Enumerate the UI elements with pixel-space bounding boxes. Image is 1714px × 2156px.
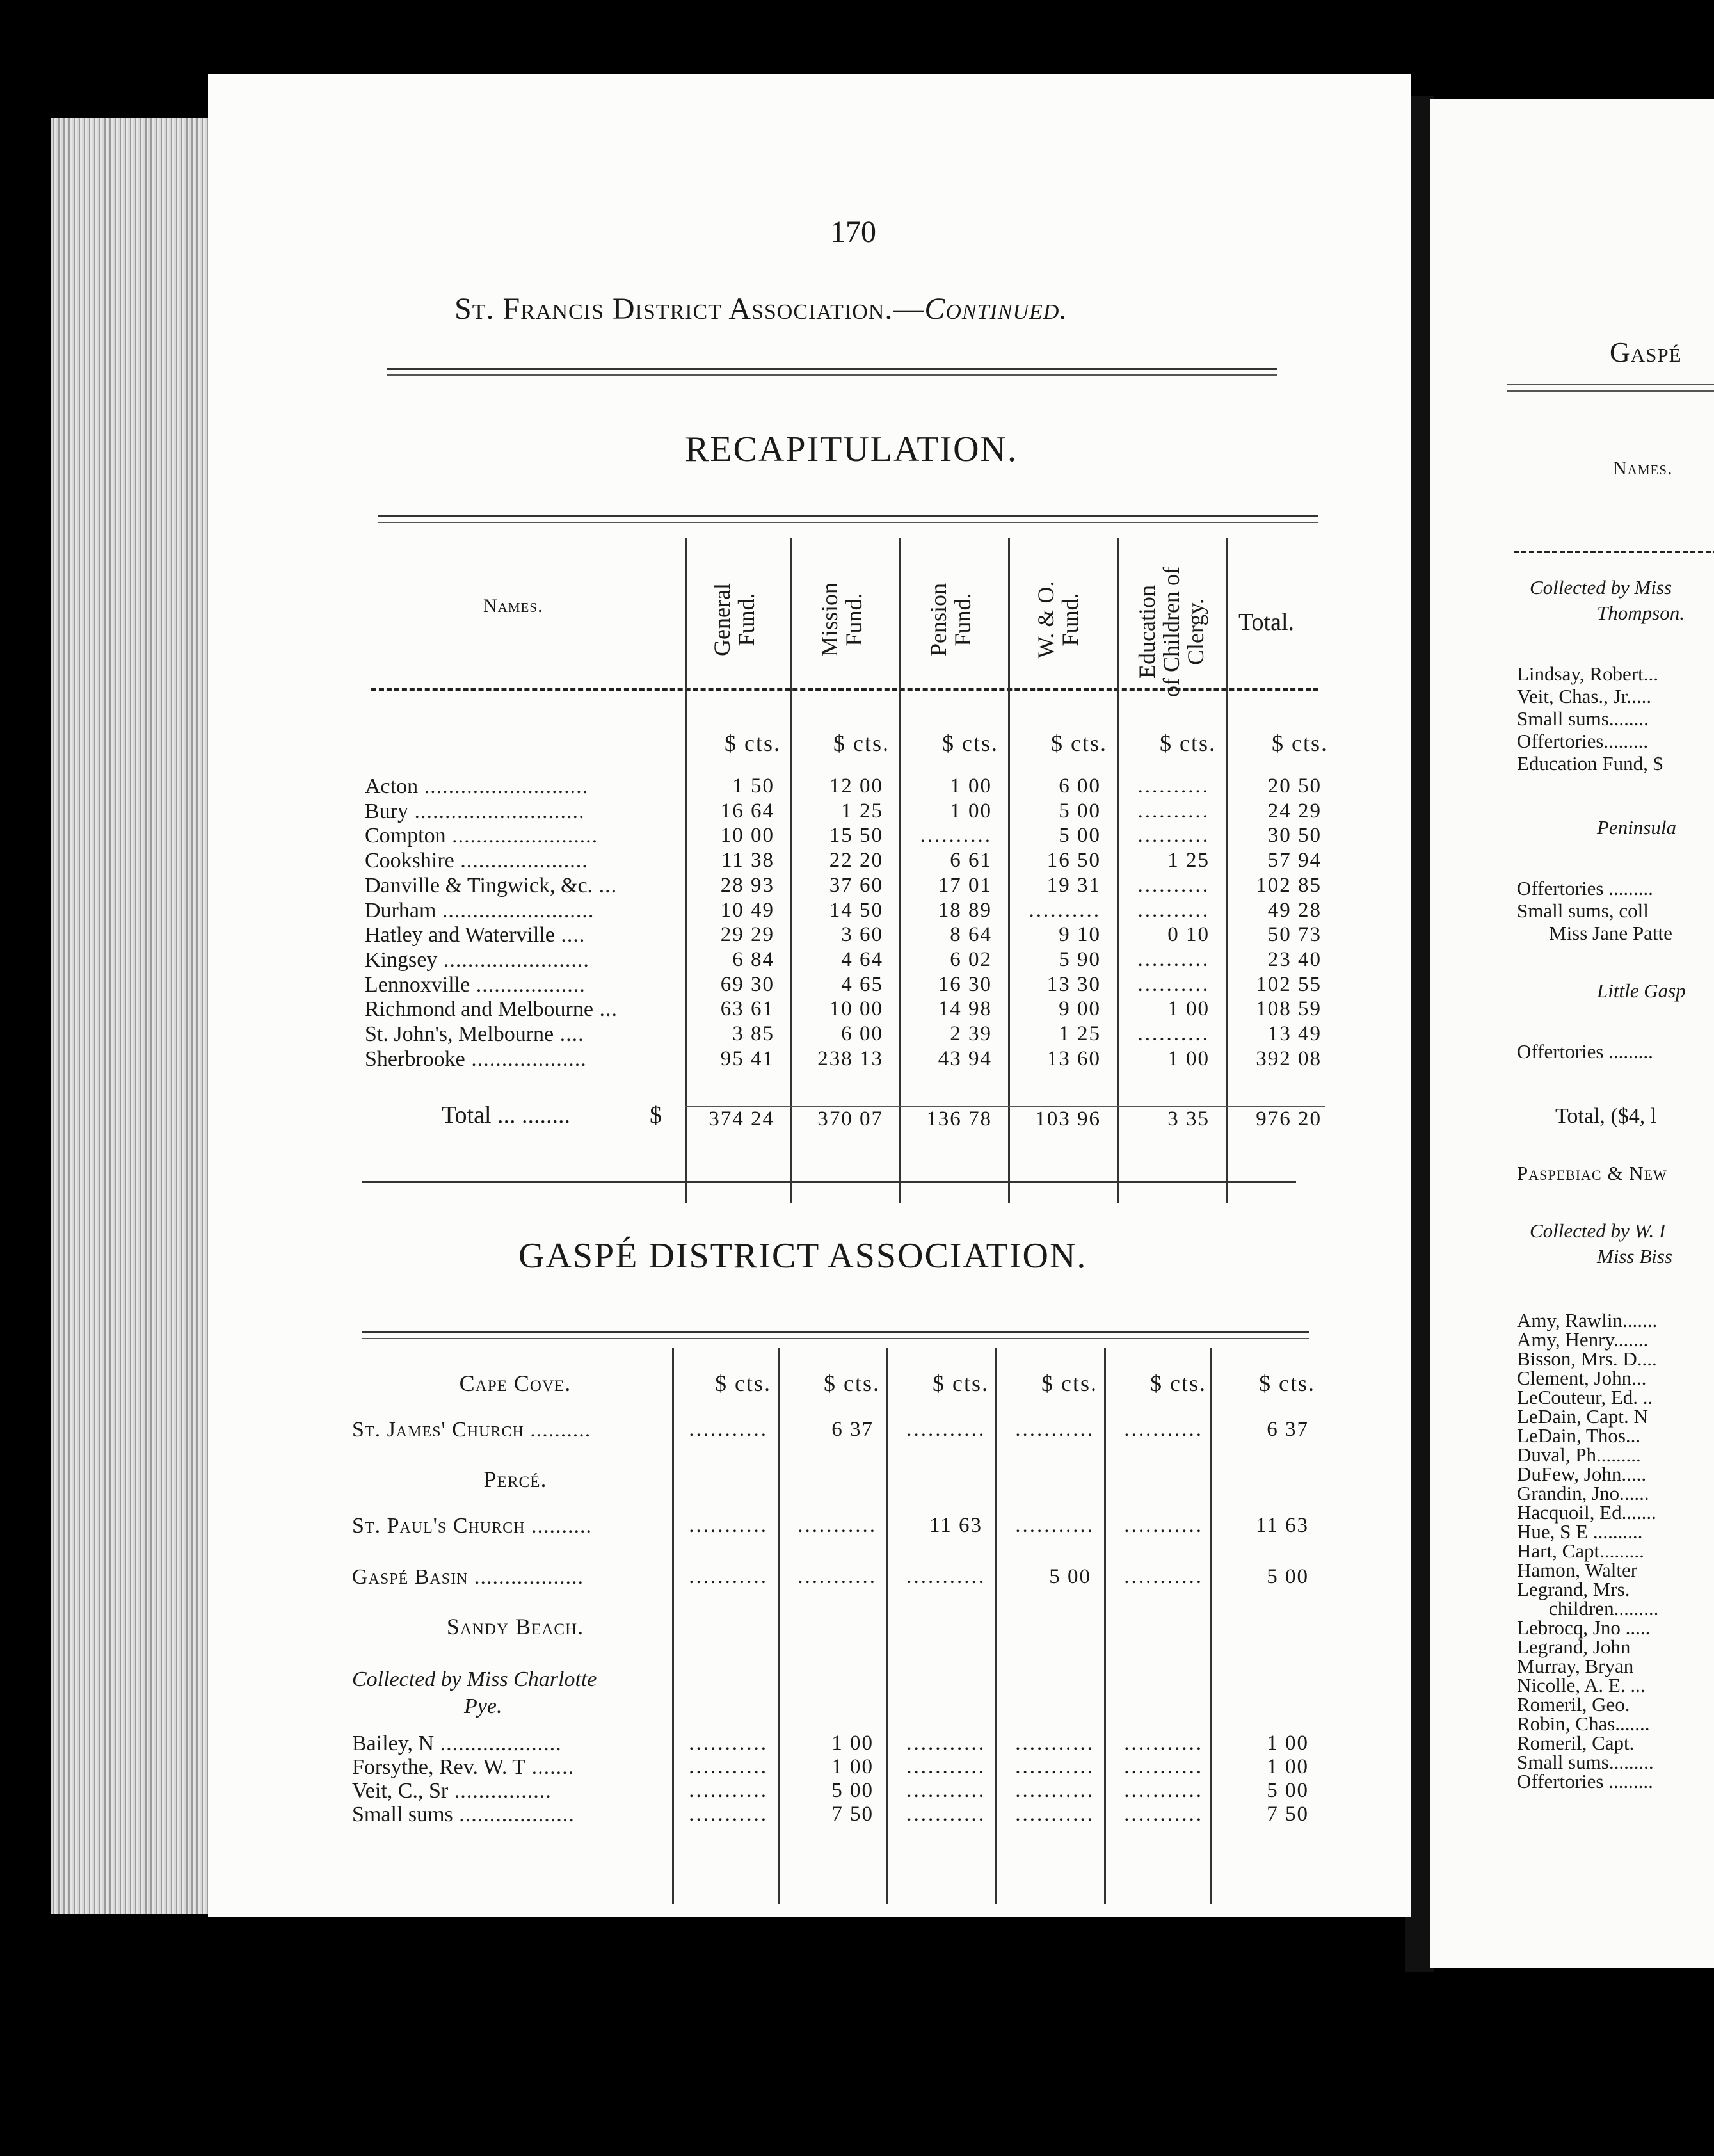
cell-value: 1 25	[1167, 849, 1210, 873]
right-names-header: Names.	[1613, 458, 1673, 479]
collector-line-2: Pye.	[464, 1694, 502, 1718]
empty-cell-dots: ...........	[1124, 1565, 1203, 1588]
cell-value: 4 65	[841, 972, 883, 996]
cell-value: 5 00	[831, 1779, 874, 1802]
right-page-line: Collected by W. I	[1530, 1219, 1666, 1242]
page-number: 170	[830, 215, 876, 249]
leader-dots: ..................	[470, 972, 586, 997]
cell-value: 29 29	[720, 923, 774, 947]
row-name-text: Compton	[365, 824, 446, 848]
column-divider	[886, 1348, 888, 1904]
right-page-line: Nicolle, A. E. ...	[1517, 1674, 1646, 1696]
right-page-line: Small sums........	[1517, 707, 1649, 730]
section-title-recap: RECAPITULATION.	[685, 430, 1018, 469]
row-name	[352, 1514, 592, 1538]
empty-cell-dots: ...........	[1124, 1418, 1203, 1441]
row-name	[352, 1418, 591, 1442]
row-name-text: Small sums	[352, 1803, 453, 1826]
row-name	[352, 1803, 575, 1827]
cell-value: 14 98	[938, 997, 992, 1021]
right-running-head: Gaspé	[1610, 337, 1682, 368]
empty-cell-dots: ..........	[1029, 898, 1101, 922]
empty-cell-dots: ...........	[797, 1514, 877, 1537]
empty-cell-dots: ...........	[1015, 1779, 1094, 1802]
total-value: 976 20	[1256, 1107, 1322, 1130]
leader-dots: ....................	[434, 1732, 562, 1755]
empty-cell-dots: ...........	[689, 1803, 768, 1826]
unit-label: $ cts.	[1160, 730, 1216, 756]
cell-value: 10 49	[720, 898, 774, 922]
row-name-text: Kingsey	[365, 947, 438, 972]
recap-top-rule-2	[378, 522, 1318, 523]
leader-dots: ................	[448, 1779, 552, 1803]
unit-label: $ cts.	[1041, 1371, 1098, 1396]
empty-cell-dots: ...........	[1015, 1514, 1094, 1537]
cell-value: 108 59	[1256, 997, 1322, 1021]
row-name-text: Durham	[365, 898, 437, 922]
total-label: Total ... ........	[442, 1102, 571, 1129]
gaspe-top-rule	[362, 1331, 1309, 1333]
column-header: W. & O. Fund.	[1033, 581, 1083, 659]
unit-label: $ cts.	[942, 730, 998, 756]
empty-cell-dots: ...........	[1124, 1732, 1203, 1755]
right-page-line: Small sums, coll	[1517, 899, 1649, 922]
place-heading: Sandy Beach.	[446, 1614, 584, 1639]
cell-value: 1 25	[841, 799, 883, 823]
right-head-rule-2	[1507, 390, 1714, 392]
right-page-line: Collected by Miss	[1530, 576, 1672, 599]
cell-value: 392 08	[1256, 1047, 1322, 1070]
right-page-line: Bisson, Mrs. D....	[1517, 1348, 1657, 1370]
column-header: General Fund.	[709, 583, 759, 656]
gaspe-title: GASPÉ DISTRICT ASSOCIATION.	[518, 1236, 1087, 1276]
row-name	[365, 775, 588, 799]
empty-cell-dots: ..........	[1137, 1022, 1210, 1045]
cell-value: 238 13	[817, 1047, 883, 1070]
total-dollar: $	[650, 1102, 662, 1129]
leader-dots: ....	[554, 1022, 584, 1046]
cell-value: 1 00	[1267, 1732, 1309, 1755]
row-name-text: Forsythe, Rev. W. T	[352, 1755, 526, 1779]
leader-dots: ...................	[453, 1803, 575, 1826]
cell-value: 16 30	[938, 972, 992, 996]
empty-cell-dots: ..........	[1137, 947, 1210, 971]
cell-value: 8 64	[950, 923, 992, 947]
leader-dots: .........................	[436, 898, 595, 922]
cell-value: 12 00	[829, 775, 883, 798]
right-page-line: Little Gasp	[1597, 979, 1686, 1002]
place-heading: Cape Cove.	[459, 1371, 572, 1396]
right-page-line: Lindsay, Robert...	[1517, 663, 1658, 685]
cell-value: 1 00	[950, 775, 992, 798]
empty-cell-dots: ...........	[1124, 1514, 1203, 1537]
cell-value: 1 00	[1167, 997, 1210, 1021]
unit-label: $ cts.	[1272, 730, 1328, 756]
cell-value: 6 02	[950, 947, 992, 971]
row-name-text: Acton	[365, 775, 419, 798]
row-name-text: St. John's, Melbourne	[365, 1022, 554, 1046]
row-name	[365, 800, 585, 824]
cell-value: 95 41	[720, 1047, 774, 1070]
empty-cell-dots: ...........	[906, 1779, 986, 1802]
cell-value: 69 30	[720, 972, 774, 996]
cell-value: 0 10	[1167, 923, 1210, 947]
cell-value: 6 84	[732, 947, 774, 971]
left-page	[208, 74, 1411, 1917]
empty-cell-dots: ...........	[689, 1755, 768, 1778]
row-name-text: Danville & Tingwick, &c.	[365, 873, 593, 897]
right-page-line: Duval, Ph.........	[1517, 1444, 1641, 1466]
empty-cell-dots: ...........	[689, 1418, 768, 1441]
right-page-line: Hue, S E ..........	[1517, 1520, 1643, 1543]
cell-value: 10 00	[829, 997, 883, 1021]
right-page-line: LeDain, Capt. N	[1517, 1405, 1648, 1428]
row-name	[365, 948, 589, 972]
right-page-line: Paspebiac & New	[1517, 1162, 1667, 1184]
right-page-line: Lebrocq, Jno .....	[1517, 1616, 1651, 1639]
right-page-line: LeDain, Thos...	[1517, 1424, 1641, 1447]
row-name-text: Lennoxville	[365, 972, 470, 997]
empty-cell-dots: ...........	[1124, 1803, 1203, 1826]
row-name	[365, 824, 598, 848]
leader-dots: ............................	[408, 799, 585, 823]
empty-cell-dots: ..........	[1137, 873, 1210, 897]
cell-value: 1 50	[732, 775, 774, 798]
cell-value: 14 50	[829, 898, 883, 922]
right-page-line: Offertories.........	[1517, 730, 1649, 752]
right-page-line: children.........	[1549, 1597, 1659, 1620]
cell-value: 5 00	[1059, 824, 1101, 848]
cell-value: 5 00	[1267, 1565, 1309, 1588]
page-edges	[51, 118, 211, 1914]
cell-value: 11 63	[1255, 1514, 1309, 1537]
total-value: 370 07	[817, 1107, 883, 1130]
leader-dots: ...................	[465, 1047, 587, 1071]
right-head-rule	[1507, 384, 1714, 385]
cell-value: 1 00	[1167, 1047, 1210, 1070]
total-rule	[685, 1106, 1325, 1107]
empty-cell-dots: ...........	[906, 1803, 986, 1826]
row-name-text: Bailey, N	[352, 1732, 435, 1755]
unit-label: $ cts.	[824, 1371, 880, 1396]
row-name	[365, 874, 617, 898]
row-name	[352, 1755, 574, 1780]
running-head-text: St. Francis District Association.—	[454, 292, 925, 326]
running-head	[454, 291, 1068, 326]
cell-value: 1 00	[1267, 1755, 1309, 1778]
empty-cell-dots: ...........	[1015, 1732, 1094, 1755]
empty-cell-dots: ..........	[1137, 824, 1210, 848]
right-page-line: Robin, Chas.......	[1517, 1712, 1650, 1735]
unit-label: $ cts.	[933, 1371, 989, 1396]
cell-value: 23 40	[1267, 947, 1322, 971]
right-page-line: Miss Biss	[1597, 1245, 1672, 1267]
unit-label: $ cts.	[833, 730, 890, 756]
empty-cell-dots: ...........	[906, 1418, 986, 1441]
empty-cell-dots: ...........	[797, 1565, 877, 1588]
leader-dots: ..........	[524, 1418, 591, 1442]
cell-value: 5 00	[1267, 1779, 1309, 1802]
row-name-text: Hatley and Waterville	[365, 923, 555, 947]
right-page-line: Small sums.........	[1517, 1751, 1654, 1773]
cell-value: 6 37	[1267, 1418, 1309, 1441]
cell-value: 6 00	[1059, 775, 1101, 798]
cell-value: 9 00	[1059, 997, 1101, 1021]
cell-value: 13 49	[1267, 1022, 1322, 1045]
total-value: 103 96	[1035, 1107, 1101, 1130]
empty-cell-dots: ..........	[1137, 775, 1210, 798]
empty-cell-dots: ..........	[1137, 972, 1210, 996]
right-page-line: Hamon, Walter	[1517, 1559, 1638, 1581]
empty-cell-dots: ...........	[689, 1732, 768, 1755]
cell-value: 6 00	[841, 1022, 883, 1045]
head-rule	[387, 368, 1277, 370]
empty-cell-dots: ...........	[1015, 1755, 1094, 1778]
leader-dots: ........................	[445, 824, 598, 848]
gaspe-top-rule-2	[362, 1338, 1309, 1339]
cell-value: 57 94	[1267, 849, 1322, 873]
row-name	[365, 1047, 587, 1072]
cell-value: 37 60	[829, 873, 883, 897]
leader-dots: ...........................	[418, 775, 589, 798]
right-page-line: Education Fund, $	[1517, 752, 1663, 775]
unit-label: $ cts.	[715, 1371, 771, 1396]
cell-value: 49 28	[1267, 898, 1322, 922]
right-page-line: Peninsula	[1597, 816, 1676, 839]
right-page-line: Thompson.	[1597, 602, 1685, 624]
row-name-text: Cookshire	[365, 849, 454, 873]
leader-dots: ........................	[437, 947, 589, 972]
cell-value: 30 50	[1267, 824, 1322, 848]
unit-label: $ cts.	[1259, 1371, 1315, 1396]
row-name-text: Sherbrooke	[365, 1047, 465, 1071]
right-page-line: Offertories .........	[1517, 1770, 1653, 1792]
cell-value: 102 55	[1256, 972, 1322, 996]
empty-cell-dots: ..........	[1137, 898, 1210, 922]
column-header: Education of Children of Clergy.	[1134, 567, 1208, 697]
leader-dots: ..................	[468, 1565, 584, 1589]
cell-value: 2 39	[950, 1022, 992, 1045]
cell-value: 5 00	[1049, 1565, 1091, 1588]
leader-dots: ...	[593, 873, 618, 897]
right-page	[1430, 99, 1714, 1968]
unit-label: $ cts.	[725, 730, 781, 756]
empty-cell-dots: ...........	[906, 1565, 986, 1588]
right-page-line: Offertories .........	[1517, 877, 1653, 899]
empty-cell-dots: ...........	[689, 1779, 768, 1802]
cell-value: 17 01	[938, 873, 992, 897]
column-header: Mission Fund.	[817, 582, 867, 657]
total-value: 136 78	[926, 1107, 992, 1130]
cell-value: 5 90	[1059, 947, 1101, 971]
empty-cell-dots: ...........	[1124, 1779, 1203, 1802]
right-page-line: Hart, Capt.........	[1517, 1540, 1644, 1562]
empty-cell-dots: ..........	[920, 824, 992, 848]
cell-value: 6 37	[831, 1418, 874, 1441]
cell-value: 22 20	[829, 849, 883, 873]
row-name	[352, 1732, 562, 1756]
leader-dots: ..........	[525, 1514, 592, 1538]
cell-value: 3 60	[841, 923, 883, 947]
unit-label: $ cts.	[1051, 730, 1107, 756]
cell-value: 50 73	[1267, 923, 1322, 947]
row-name	[365, 849, 588, 873]
right-page-line: Murray, Bryan	[1517, 1655, 1634, 1677]
row-name	[365, 973, 586, 997]
cell-value: 5 00	[1059, 799, 1101, 823]
cell-value: 20 50	[1267, 775, 1322, 798]
cell-value: 15 50	[829, 824, 883, 848]
row-name-text: Richmond and Melbourne	[365, 997, 593, 1022]
right-page-line: Total, ($4, l	[1555, 1104, 1657, 1128]
total-value: 3 35	[1167, 1107, 1210, 1130]
column-divider	[1104, 1348, 1106, 1904]
right-page-line: Romeril, Capt.	[1517, 1732, 1635, 1754]
cell-value: 10 00	[720, 824, 774, 848]
cell-value: 3 85	[732, 1022, 774, 1045]
names-header: Names.	[483, 595, 543, 616]
right-page-line: Hacquoil, Ed.......	[1517, 1501, 1656, 1524]
cell-value: 1 25	[1059, 1022, 1101, 1045]
cell-value: 9 10	[1059, 923, 1101, 947]
empty-cell-dots: ...........	[1015, 1803, 1094, 1826]
empty-cell-dots: ...........	[1015, 1418, 1094, 1441]
row-name	[365, 1022, 584, 1047]
right-page-line: Clement, John...	[1517, 1367, 1647, 1389]
cell-value: 19 31	[1046, 873, 1101, 897]
right-page-line: Legrand, John	[1517, 1636, 1631, 1658]
cell-value: 16 50	[1046, 849, 1101, 873]
row-name-text: St. Paul's Church	[352, 1514, 525, 1538]
cell-value: 18 89	[938, 898, 992, 922]
cell-value: 11 63	[929, 1514, 982, 1537]
header-bottom-rule	[371, 688, 1318, 691]
cell-value: 6 61	[950, 849, 992, 873]
head-rule-2	[387, 374, 1277, 376]
right-page-line: LeCouteur, Ed. ..	[1517, 1386, 1653, 1408]
cell-value: 1 00	[831, 1755, 874, 1778]
cell-value: 13 60	[1046, 1047, 1101, 1070]
right-page-line: Miss Jane Patte	[1549, 922, 1672, 944]
empty-cell-dots: ..........	[1137, 799, 1210, 823]
right-page-line: Veit, Chas., Jr.....	[1517, 685, 1652, 707]
empty-cell-dots: ...........	[1124, 1755, 1203, 1778]
cell-value: 102 85	[1256, 873, 1322, 897]
collector-line: Collected by Miss Charlotte	[352, 1668, 597, 1691]
cell-value: 24 29	[1267, 799, 1322, 823]
running-head-italic: Continued.	[924, 292, 1068, 326]
right-page-line: Romeril, Geo.	[1517, 1693, 1630, 1716]
right-page-line: Grandin, Jno......	[1517, 1482, 1649, 1504]
cell-value: 1 00	[831, 1732, 874, 1755]
right-page-line: Legrand, Mrs.	[1517, 1578, 1630, 1600]
cell-value: 13 30	[1046, 972, 1101, 996]
cell-value: 16 64	[720, 799, 774, 823]
right-header-rule	[1514, 551, 1714, 553]
leader-dots: ...	[593, 997, 618, 1022]
row-name	[352, 1779, 552, 1803]
row-name-text: Veit, C., Sr	[352, 1779, 449, 1803]
unit-label: $ cts.	[1150, 1371, 1206, 1396]
row-name	[365, 923, 585, 947]
right-page-line: Offertories .........	[1517, 1040, 1653, 1063]
right-page-line: Amy, Rawlin.......	[1517, 1309, 1658, 1331]
leader-dots: .......	[525, 1755, 575, 1779]
place-heading: Percé.	[483, 1467, 547, 1492]
recap-bottom-rule	[362, 1181, 1296, 1183]
column-divider	[995, 1348, 997, 1904]
row-name	[365, 997, 618, 1022]
cell-value: 11 38	[721, 849, 774, 873]
column-header: Pension Fund.	[925, 583, 975, 657]
empty-cell-dots: ...........	[906, 1755, 986, 1778]
cell-value: 1 00	[950, 799, 992, 823]
cell-value: 7 50	[831, 1803, 874, 1826]
row-name	[365, 899, 594, 923]
row-name-text: St. James' Church	[352, 1418, 524, 1442]
column-header-total: Total.	[1238, 609, 1295, 636]
total-value: 374 24	[709, 1107, 774, 1130]
cell-value: 43 94	[938, 1047, 992, 1070]
right-page-line: Amy, Henry.......	[1517, 1328, 1649, 1351]
cell-value: 7 50	[1267, 1803, 1309, 1826]
cell-value: 63 61	[720, 997, 774, 1021]
row-name-text: Gaspé Basin	[352, 1565, 469, 1589]
leader-dots: ....	[554, 923, 586, 947]
recap-top-rule	[378, 515, 1318, 517]
row-name	[352, 1565, 584, 1589]
empty-cell-dots: ...........	[689, 1514, 768, 1537]
cell-value: 28 93	[720, 873, 774, 897]
cell-value: 4 64	[841, 947, 883, 971]
empty-cell-dots: ...........	[689, 1565, 768, 1588]
row-name-text: Bury	[365, 799, 408, 823]
leader-dots: .....................	[454, 849, 588, 873]
right-page-line: DuFew, John.....	[1517, 1463, 1647, 1485]
empty-cell-dots: ...........	[906, 1732, 986, 1755]
